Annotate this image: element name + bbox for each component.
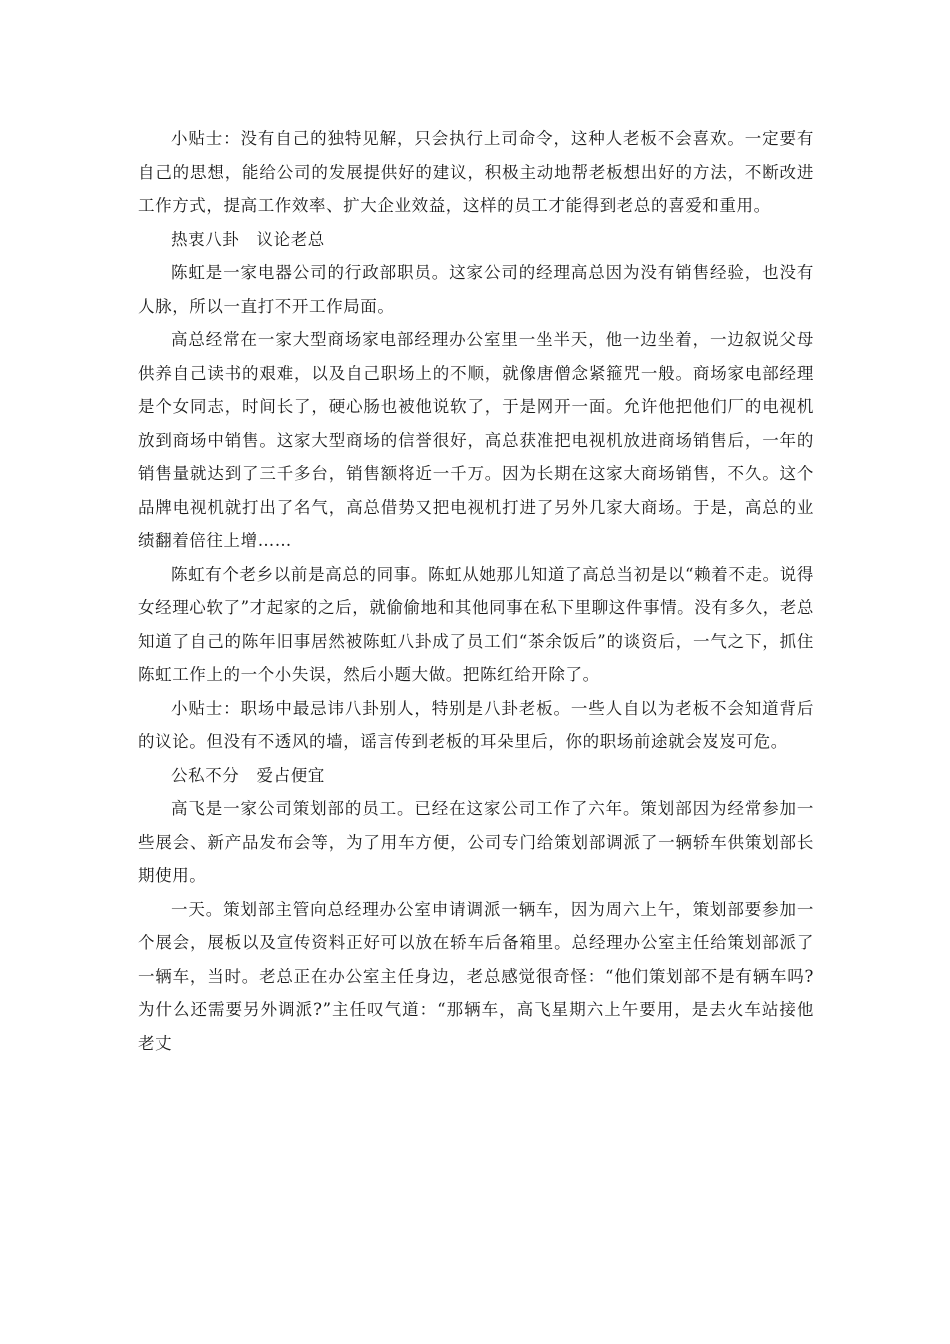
section-heading-public-private: 公私不分 爱占便宜 [171, 765, 325, 785]
tip-paragraph-1: 小贴士：没有自己的独特见解，只会执行上司命令，这种人老板不会喜欢。一定要有自己的思想，能给公司的发展提供好的建议，积极主动地帮老板想出好的方法，不断改进工作方式，提高工作效率、扩大企业效益，这样的员工才能得到老总的喜爱和重用。 [138, 129, 814, 215]
body-paragraph: 高飞是一家公司策划部的员工。已经在这家公司工作了六年。策划部因为经常参加一些展会、新产品发布会等，为了用车方便，公司专门给策划部调派了一辆轿车供策划部长期使用。 [138, 799, 814, 885]
body-paragraph: 陈虹是一家电器公司的行政部职员。这家公司的经理高总因为没有销售经验，也没有人脉，所以一直打不开工作局面。 [138, 263, 814, 316]
body-paragraph: 一天。策划部主管向总经理办公室申请调派一辆车，因为周六上午，策划部要参加一个展会，展板以及宣传资料正好可以放在轿车后备箱里。总经理办公室主任给策划部派了一辆车，当时。老总正在办公室主任身边，老总感觉很奇怪：“他们策划部不是有辆车吗?为什么还需要另外调派?”主任叹气道：“那辆车，高飞星期六上午要用，是去火车站接他老丈 [138, 899, 814, 1053]
document-body [138, 122, 814, 1060]
section-heading-gossip: 热衷八卦 议论老总 [171, 229, 325, 249]
body-paragraph: 陈虹有个老乡以前是高总的同事。陈虹从她那儿知道了高总当初是以“赖着不走。说得女经理心软了”才起家的之后，就偷偷地和其他同事在私下里聊这件事情。没有多久，老总知道了自己的陈年旧事居然被陈虹八卦成了员工们“茶余饭后”的谈资后，一气之下，抓住陈虹工作上的一个小失误，然后小题大做。把陈红给开除了。 [138, 564, 814, 684]
body-paragraph: 高总经常在一家大型商场家电部经理办公室里一坐半天，他一边坐着，一边叙说父母供养自己读书的艰难，以及自己职场上的不顺，就像唐僧念紧箍咒一般。商场家电部经理是个女同志，时间长了，硬心肠也被他说软了，于是网开一面。允许他把他们厂的电视机放到商场中销售。这家大型商场的信誉很好，高总获准把电视机放进商场销售后，一年的销售量就达到了三千多台，销售额将近一千万。因为长期在这家大商场销售，不久。这个品牌电视机就打出了名气，高总借势又把电视机打进了另外几家大商场。于是，高总的业绩翻着倍往上增…… [138, 330, 814, 550]
tip-paragraph-2: 小贴士：职场中最忌讳八卦别人，特别是八卦老板。一些人自以为老板不会知道背后的议论。但没有不透风的墙，谣言传到老板的耳朵里后，你的职场前途就会岌岌可危。 [138, 698, 814, 751]
